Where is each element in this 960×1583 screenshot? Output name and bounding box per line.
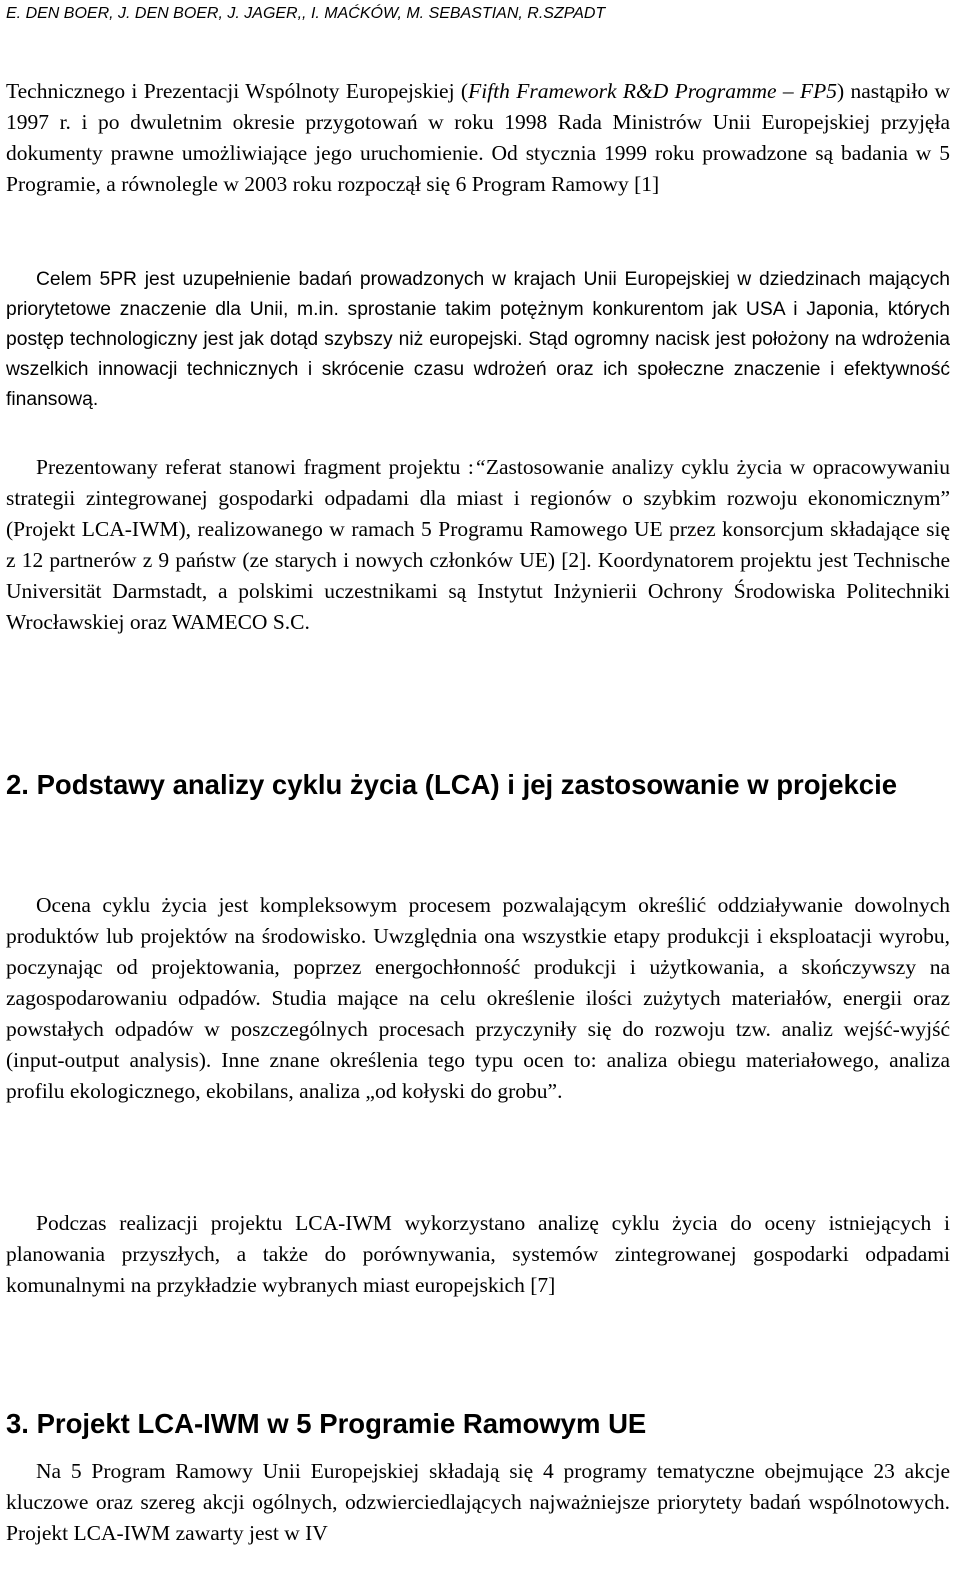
paragraph-lca-iwm-usage: Podczas realizacji projektu LCA-IWM wykorzystano analizę cyklu życia do oceny istniejących i planowania przyszłych, a także do porównywania, systemów zintegrowanej gospodarki odpadami komunalnymi na przykładzie wybranych miast europejskich [7] bbox=[6, 1211, 950, 1297]
section-heading-2: 2. Podstawy analizy cyklu życia (LCA) i jej zastosowanie w projekcie bbox=[6, 769, 898, 800]
running-header-authors: E. DEN BOER, J. DEN BOER, J. JAGER,, I. MAĆKÓW, M. SEBASTIAN, R.SZPADT bbox=[6, 5, 606, 22]
paragraph-project-text-c: Zastosowanie analizy cyklu życia w opracowywaniu strategii zintegrowanej gospodarki odpadami dla miast i regionów o szybkim rozwoju ekonomicznym” (Projekt LCA-IWM), realizowanego w ramach 5 Programu Ramowego UE przez konsorcjum składające się z 12 partnerów z 9 państw (ze starych i nowych członków UE) [2]. Koordynatorem projektu jest Technische Universität Darmstadt, a polskimi uczestnikami są Instytut Inżynierii Ochrony Środowiska Politechniki Wrocławskiej oraz WAMECO S.C. bbox=[6, 455, 950, 634]
paragraph-fp5-intro bbox=[6, 76, 950, 200]
paragraph-project-description bbox=[6, 452, 950, 638]
paragraph-fp5-programme-name: Fifth Framework R&D Programme – FP5 bbox=[468, 79, 837, 103]
paragraph-fp5-text-c: ) nastąpiło w 1997 r. i po dwuletnim okresie przygotowań w roku 1998 Rada Ministrów Unii Europejskiej przyjęła dokumenty prawne umożliwiające jego uruchomienie. Od stycznia 1999 roku prowadzone są badania w 5 Programie, a równolegle w 2003 roku rozpoczął się 6 Program Ramowy [1] bbox=[6, 79, 951, 196]
paragraph-project-open-quote: “ bbox=[473, 455, 486, 479]
paragraph-lca-definition: Ocena cyklu życia jest kompleksowym procesem pozwalającym określić oddziaływanie dowolnych produktów lub projektów na środowisko. Uwzględnia ona wszystkie etapy produkcji i eksploatacji wyrobu, poczynając od projektowania, poprzez energochłonność produkcji i użytkowania, a skończywszy na zagospodarowaniu odpadów. Studia mające na celu określenie ilości zużytych materiałów, energii oraz powstałych odpadów w poszczególnych procesach przyczyniły się do rozwoju tzw. analiz wejść-wyjść (input-output analysis). Inne znane określenia tego typu ocen to: analiza obiegu materiałowego, analiza profilu ekologicznego, ekobilans, analiza „od kołyski do grobu”. bbox=[6, 893, 950, 1103]
paragraph-5pr-programs: Na 5 Program Ramowy Unii Europejskiej składają się 4 programy tematyczne obejmujące 23 akcje kluczowe oraz szereg akcji ogólnych, odzwierciedlających najważniejsze priorytety badań wspólnotowych. Projekt LCA-IWM zawarty jest w IV bbox=[6, 1459, 950, 1545]
paragraph-fp5-text-a: Technicznego i Prezentacji Wspólnoty Europejskiej ( bbox=[6, 79, 469, 103]
paragraph-project-text-a: Prezentowany referat stanowi fragment projektu : bbox=[36, 455, 474, 479]
paragraph-5pr-goals: Celem 5PR jest uzupełnienie badań prowadzonych w krajach Unii Europejskiej w dziedzinach mających priorytetowe znaczenie dla Unii, m.in. sprostanie takim potężnym konkurentom jak USA i Japonia, których postęp technologiczny jest jak dotąd szybszy niż europejski. Stąd ogromny nacisk jest położony na wdrożenia wszelkich innowacji technicznych i skrócenie czasu wdrożeń oraz ich społeczne znaczenie i efektywność finansową. bbox=[6, 269, 950, 410]
section-heading-3: 3. Projekt LCA-IWM w 5 Programie Ramowym UE bbox=[6, 1408, 647, 1439]
